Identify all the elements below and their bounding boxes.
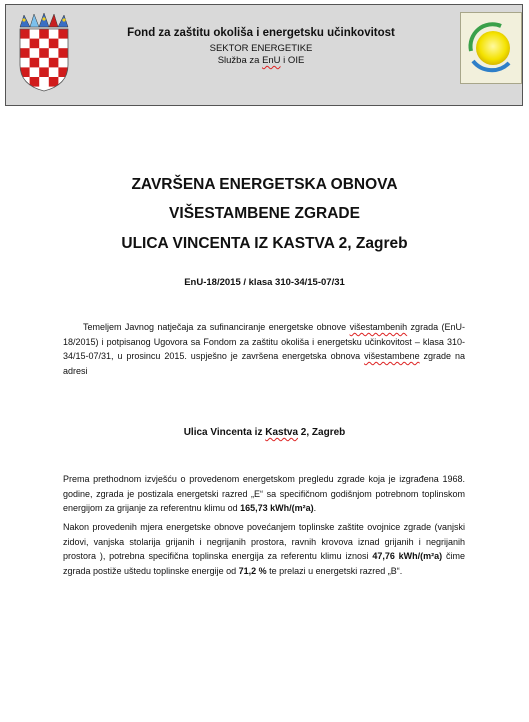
fund-logo xyxy=(460,12,522,84)
intro-paragraph: Temeljem Javnog natječaja za sufinanciranje energetske obnove višestambenih zgrada (EnU-18/2015) i potpisanog Ugovora sa Fondom za zaštitu okoliša i energetsku učinkovitost – klasa 310-34/15-07/31, u prosincu 2015. uspješno je završena energetska obnova višestambene zgrade na adresi xyxy=(63,322,466,376)
sector-name: SEKTOR ENERGETIKE xyxy=(209,43,313,54)
title-line-2: VIŠESTAMBENE ZGRADE xyxy=(169,205,360,222)
sun-globe-icon xyxy=(461,13,521,83)
reference-number: EnU-18/2015 / klasa 310-34/15-07/31 xyxy=(184,277,345,288)
croatian-coat-of-arms-icon xyxy=(14,13,74,93)
document-header xyxy=(5,4,523,106)
title-line-3: ULICA VINCENTA IZ KASTVA 2, Zagreb xyxy=(121,235,408,252)
building-address: Ulica Vincenta iz Kastva 2, Zagreb xyxy=(183,427,346,438)
fund-name: Fond za zaštitu okoliša i energetsku učinkovitost xyxy=(127,27,395,39)
title-line-1: ZAVRŠENA ENERGETSKA OBNOVA xyxy=(131,176,398,193)
service-name: Služba za EnU i OIE xyxy=(217,55,305,66)
previous-state-paragraph: Prema prethodnom izvješću o provedenom energetskom pregledu zgrade koja je izgrađena 1968. godine, zgrada je postizala energetski razred „E“ sa specifičnom godišnjom potrebnom toplinskom energijom za grijanje za referentnu klimu od 165,73 kWh/(m²a). xyxy=(63,474,465,513)
header-text-block xyxy=(76,27,446,67)
result-paragraph: Nakon provedenih mjera energetske obnove povećanjem toplinske zaštite ovojnice zgrade (vanjski zidovi, vanjska stolarija grijanih i negrijanih prostora, ravnih krovova iznad grijanih i negrijanih prostora ), potrebna specifična toplinska energija za referentu klimu iznosi 47,76 kWh/(m²a) čime zgrada postiže uštedu toplinske energije od 71,2 % te prelazi u energetski razred „B“. xyxy=(63,522,465,576)
